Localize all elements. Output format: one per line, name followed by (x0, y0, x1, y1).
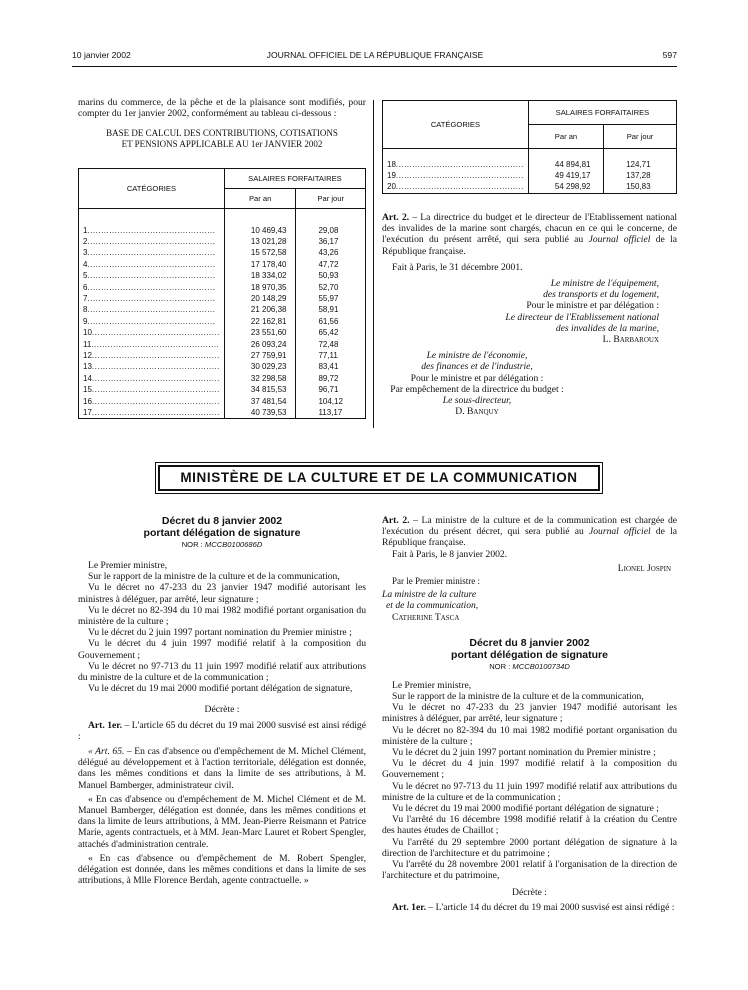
leader-dots: ............................................... (87, 259, 216, 269)
quote-1-text: – En cas d'absence ou d'empêchement de M. Michel Clément, délégué au développement et à l'action territoriale, délégation est donnée, dans les mêmes conditions et dans la limite de ses attributions, à M. Manuel Bamberger, administrateur civil. (78, 746, 366, 791)
table-row (79, 339, 366, 350)
leader-dots: ............................................... (91, 408, 220, 417)
table-row (79, 270, 366, 281)
par-an-cell: 37 481,54 (224, 396, 296, 407)
quote-1-label: « Art. 65. (88, 746, 125, 758)
category-cell (79, 339, 225, 350)
par-jour-cell: 61,56 (296, 316, 366, 327)
sig2-line-c: Pour le ministre et par délégation : (410, 372, 544, 384)
category-number: 11 (83, 339, 92, 349)
decree-1-p3: Vu le décret no 47-233 du 23 janvier 1947 modifié autorisant les ministres à déléguer, par arrêté, leur signature ; (78, 582, 366, 605)
decree-1-p2: Sur le rapport de la ministre de la culture et de la communication, (88, 571, 340, 583)
table-row (79, 396, 366, 407)
category-number: 12 (83, 350, 92, 360)
par-an-cell: 49 419,17 (528, 170, 603, 181)
category-number: 4 (83, 259, 88, 269)
decree-2-p11: Vu l'arrêté du 28 novembre 2001 relatif à l'organisation de la direction de l'architecture et du patrimoine, (382, 859, 677, 882)
decree-2-p10: Vu l'arrêté du 29 septembre 2000 portant délégation de signature à la direction de l'architecture et du patrimoine ; (382, 836, 677, 859)
table-title (78, 128, 366, 149)
sig1-line-a: Le ministre de l'équipement, (550, 278, 659, 290)
leader-dots: ............................................... (87, 305, 216, 315)
col-header-par-jour-right: Par jour (604, 125, 677, 149)
par-an-cell: 34 815,53 (224, 384, 296, 395)
table-row (79, 327, 366, 338)
category-cell (79, 396, 225, 407)
decree-1 (78, 515, 366, 886)
category-number: 5 (83, 271, 88, 281)
category-cell (79, 350, 225, 361)
decree-2 (382, 637, 677, 913)
decree-1-art2 (382, 515, 677, 549)
table-row (79, 407, 366, 419)
signature-block-1 (382, 278, 677, 345)
decree-1-title-1: Décret du 8 janvier 2002 (161, 515, 283, 527)
category-cell (79, 236, 225, 247)
nor-label-2: NOR : (489, 661, 513, 671)
category-cell (383, 181, 529, 193)
art2-paragraph (382, 212, 677, 257)
nor-code: MCCB0100686D (204, 540, 263, 549)
category-number: 10 (83, 328, 92, 338)
par-jour-cell: 52,70 (296, 282, 366, 293)
leader-dots: ............................................... (87, 271, 216, 281)
category-number: 8 (83, 305, 88, 315)
table-row (79, 373, 366, 384)
decree-2-art1-text: – L'article 14 du décret du 19 mai 2000 susvisé est ainsi rédigé : (426, 901, 675, 913)
decree-1-p4: Vu le décret no 82-394 du 10 mai 1982 modifié portant organisation du ministère de la culture ; (78, 604, 366, 628)
category-cell (79, 247, 225, 258)
par-jour-cell: 55,97 (296, 293, 366, 304)
col-header-par-jour: Par jour (296, 189, 366, 209)
category-number: 20 (387, 182, 396, 192)
decree-1-par: Par le Premier ministre : (392, 576, 480, 587)
leader-dots: ............................................... (87, 282, 216, 292)
sig2-name: D. Banquy (455, 406, 499, 418)
table-row (79, 247, 366, 258)
table-row (79, 350, 366, 361)
category-number: 17 (83, 408, 92, 417)
par-an-cell: 40 739,53 (224, 407, 296, 419)
nor-code-2: MCCB0100734D (512, 661, 570, 671)
category-number: 3 (83, 248, 88, 258)
decree-1-nor (78, 539, 366, 550)
decree-1-continued (382, 515, 677, 913)
column-divider (373, 100, 374, 428)
art1-text: – L'article 65 du décret du 19 mai 2000 susvisé est ainsi rédigé : (78, 719, 366, 742)
decree-1-fait: Fait à Paris, le 8 janvier 2002. (392, 548, 508, 560)
sig2-line-b: des finances et de l'industrie, (421, 361, 533, 373)
category-cell (79, 282, 225, 293)
category-number: 18 (387, 159, 396, 169)
art2-label: Art. 2. (382, 212, 410, 223)
sig1-line-b: des transports et du logement, (543, 289, 659, 301)
sig1-line-c: Pour le ministre et par délégation : (526, 300, 659, 312)
par-an-cell: 54 298,92 (528, 181, 603, 193)
category-cell (79, 407, 225, 419)
decree-1-art2-label: Art. 2. (382, 515, 410, 526)
par-an-cell: 21 206,38 (224, 304, 296, 315)
par-jour-cell: 36,17 (296, 236, 366, 247)
decree-2-p9: Vu l'arrêté du 16 décembre 1998 modifié relatif à la création du Centre des hautes études de Chaillot ; (382, 814, 677, 837)
category-number: 9 (83, 316, 88, 326)
sig1-name: L. Barbaroux (602, 334, 659, 346)
table-row (383, 181, 677, 193)
leader-dots: ............................................... (91, 339, 220, 349)
par-jour-cell: 58,91 (296, 304, 366, 315)
table-row (79, 225, 366, 236)
category-cell (383, 159, 529, 170)
decree-2-p1: Le Premier ministre, (392, 679, 472, 691)
par-jour-cell: 137,28 (604, 170, 677, 181)
leader-dots: ............................................... (87, 236, 216, 246)
art1-label: Art. 1er. (88, 719, 123, 731)
leader-dots: ............................................... (87, 316, 216, 326)
par-jour-cell: 124,71 (604, 159, 677, 170)
table-row (79, 282, 366, 293)
header-page-number: 597 (662, 50, 677, 60)
sig2-line-d: Par empêchement de la directrice du budget : (390, 383, 564, 395)
par-jour-cell: 29,08 (296, 225, 366, 236)
table-row (383, 170, 677, 181)
col-header-salaires-right: SALAIRES FORFAITAIRES (528, 101, 676, 125)
col-header-salaires: SALAIRES FORFAITAIRES (224, 169, 365, 189)
table-row (79, 304, 366, 315)
par-an-cell: 10 469,43 (224, 225, 296, 236)
decree-2-nor (382, 661, 677, 672)
category-cell (79, 373, 225, 384)
decree-2-art1-label: Art. 1er. (392, 901, 427, 913)
par-an-cell: 18 334,02 (224, 270, 296, 281)
category-cell (79, 316, 225, 327)
table-row (79, 293, 366, 304)
category-cell (79, 259, 225, 270)
leader-dots: ............................................... (91, 373, 220, 383)
sig1-line-e: des invalides de la marine, (555, 322, 659, 334)
par-jour-cell: 72,48 (296, 339, 366, 350)
par-jour-cell: 47,72 (296, 259, 366, 270)
journal-officiel-ref: Journal officiel (588, 234, 651, 246)
nor-label: NOR : (181, 540, 205, 549)
category-number: 16 (83, 396, 92, 406)
par-jour-cell: 43,26 (296, 247, 366, 258)
fait-a-paris-1: Fait à Paris, le 31 décembre 2001. (392, 261, 523, 273)
category-number: 2 (83, 236, 88, 246)
table-row (79, 236, 366, 247)
par-an-cell: 22 162,81 (224, 316, 296, 327)
par-an-cell: 20 148,29 (224, 293, 296, 304)
leader-dots: ............................................... (87, 248, 216, 258)
par-jour-cell: 96,71 (296, 384, 366, 395)
table-row (79, 384, 366, 395)
table-row (383, 159, 677, 170)
category-number: 6 (83, 282, 88, 292)
art2-text: – La directrice du budget et le directeur de l'Etablissement national des invalides de la marine sont chargés, chacun en ce qui le concerne, de l'exécution du présent arrêté, qui sera publié au (382, 212, 678, 246)
col-header-par-an-right: Par an (528, 125, 603, 149)
decree-2-p5: Vu le décret du 2 juin 1997 portant nomination du Premier ministre ; (392, 747, 656, 759)
decree-2-p8: Vu le décret du 19 mai 2000 modifié portant délégation de signature ; (392, 803, 659, 815)
decree-1-min-a: La ministre de la culture (382, 589, 477, 601)
category-cell (383, 170, 529, 181)
par-an-cell: 13 021,28 (224, 236, 296, 247)
decree-2-p4: Vu le décret no 82-394 du 10 mai 1982 modifié portant organisation du ministère de la culture ; (382, 724, 677, 747)
par-jour-cell: 83,41 (296, 361, 366, 372)
sig2-line-e: Le sous-directeur, (442, 395, 512, 407)
par-an-cell: 18 970,35 (224, 282, 296, 293)
decree-2-p2: Sur le rapport de la ministre de la culture et de la communication, (392, 691, 644, 703)
header-date: 10 janvier 2002 (72, 50, 131, 60)
category-cell (79, 270, 225, 281)
signature-block-2 (382, 350, 572, 417)
col-header-categories-right: CATÉGORIES (383, 101, 529, 149)
decree-1-p7: Vu le décret no 97-713 du 11 juin 1997 modifié relatif aux attributions du ministre de la culture et de la communication ; (78, 660, 366, 684)
par-an-cell: 23 551,60 (224, 327, 296, 338)
par-an-cell: 30 029,23 (224, 361, 296, 372)
category-cell (79, 327, 225, 338)
decree-1-quote-3: « En cas d'absence ou d'empêchement de M. Robert Spengler, délégation est donnée, dans les mêmes conditions et dans la limite de ses attributions, à Mlle Florence Berdah, agente contractuelle. » (78, 852, 366, 887)
par-jour-cell: 150,83 (604, 181, 677, 193)
decree-1-p6: Vu le décret du 4 juin 1997 modifié relatif à la composition du Gouvernement ; (78, 638, 366, 661)
decree-1-art1 (78, 720, 366, 742)
par-jour-cell: 50,93 (296, 270, 366, 281)
decree-1-quote-1 (78, 746, 366, 791)
table-row (79, 316, 366, 327)
decree-1-art2-text: – La ministre de la culture et de la communication est chargée de l'exécution du présent décret, qui sera publié au (382, 515, 678, 538)
decree-2-decrete: Décrète : (512, 887, 547, 899)
par-jour-cell: 113,17 (296, 407, 366, 419)
decree-1-art2-end: de la République française. (382, 526, 677, 549)
category-cell (79, 293, 225, 304)
decree-1-min-b: et de la communication, (386, 600, 479, 612)
category-number: 1 (83, 225, 88, 235)
table-row (79, 361, 366, 372)
decree-1-p1: Le Premier ministre, (88, 560, 168, 571)
par-an-cell: 17 178,40 (224, 259, 296, 270)
decree-1-decrete: Décrète : (204, 704, 240, 716)
leader-dots: ............................................... (87, 293, 216, 303)
header-journal-title: JOURNAL OFFICIEL DE LA RÉPUBLIQUE FRANÇAISE (266, 50, 484, 60)
category-number: 7 (83, 293, 88, 303)
leader-dots: ............................................... (395, 159, 524, 169)
category-number: 13 (83, 362, 92, 372)
art2-end: de la République française. (382, 234, 678, 257)
decree-2-p6: Vu le décret du 4 juin 1997 modifié relatif à la composition du Gouvernement ; (382, 758, 677, 781)
category-number: 19 (387, 170, 396, 180)
category-number: 14 (83, 373, 92, 383)
ministry-banner: MINISTÈRE DE LA CULTURE ET DE LA COMMUNICATION (158, 465, 600, 491)
par-jour-cell: 89,72 (296, 373, 366, 384)
leader-dots: ............................................... (395, 170, 524, 180)
sig2-line-a: Le ministre de l'économie, (426, 350, 528, 362)
leader-dots: ............................................... (91, 362, 220, 372)
category-cell (79, 225, 225, 236)
decree-2-p7: Vu le décret no 97-713 du 11 juin 1997 modifié relatif aux attributions du ministre de la culture et de la communication ; (382, 780, 677, 803)
left-top-column (78, 97, 366, 149)
leader-dots: ............................................... (87, 225, 216, 235)
category-number: 15 (83, 385, 92, 395)
col-header-par-an: Par an (224, 189, 296, 209)
leader-dots: ............................................... (91, 350, 220, 360)
par-an-cell: 27 759,91 (224, 350, 296, 361)
sig1-line-d: Le directeur de l'Etablissement national (505, 311, 659, 323)
decree-1-pm-name: Lionel Jospin (617, 562, 671, 574)
decree-1-title-2: portant délégation de signature (143, 527, 301, 539)
right-top-column (382, 212, 677, 417)
category-cell (79, 384, 225, 395)
par-an-cell: 15 572,58 (224, 247, 296, 258)
par-an-cell: 44 894,81 (528, 159, 603, 170)
table-title-line-2: ET PENSIONS APPLICABLE AU 1er JANVIER 2002 (121, 138, 323, 149)
par-jour-cell: 77,11 (296, 350, 366, 361)
decree-1-min-name: Catherine Tasca (392, 611, 460, 623)
leader-dots: ............................................... (91, 385, 220, 395)
decree-2-title-1: Décret du 8 janvier 2002 (469, 636, 590, 649)
par-an-cell: 26 093,24 (224, 339, 296, 350)
category-cell (79, 361, 225, 372)
par-jour-cell: 65,42 (296, 327, 366, 338)
leader-dots: ............................................... (395, 182, 524, 192)
decree-1-p8: Vu le décret du 19 mai 2000 modifié portant délégation de signature, (88, 683, 353, 695)
table-row (79, 259, 366, 270)
col-header-categories: CATÉGORIES (79, 169, 225, 209)
salary-table-left (78, 168, 366, 419)
decree-2-title-2: portant délégation de signature (451, 648, 608, 661)
decree-1-quote-2: « En cas d'absence ou d'empêchement de M. Michel Clément et de M. Manuel Bamberger, délégation est donnée, dans les mêmes conditions et dans la limite de leurs attributions, à MM. Jean-Pierre Reismann et Patrice Marie, agents contractuels, et à MM. Jean-Marc Lauret et Robert Spengler, attachés d'administration centrale. (78, 793, 366, 850)
decree-2-art1 (382, 902, 677, 913)
header-rule (72, 66, 677, 67)
par-an-cell: 32 298,58 (224, 373, 296, 384)
decree-1-p5: Vu le décret du 2 juin 1997 portant nomination du Premier ministre ; (88, 627, 352, 639)
decree-1-jo: Journal officiel (588, 526, 651, 538)
salary-table-right (382, 100, 677, 194)
table-title-line-1: BASE DE CALCUL DES CONTRIBUTIONS, COTISATIONS (106, 128, 338, 139)
category-cell (79, 304, 225, 315)
leader-dots: ............................................... (91, 328, 220, 338)
par-jour-cell: 104,12 (296, 396, 366, 407)
decree-2-p3: Vu le décret no 47-233 du 23 janvier 1947 modifié autorisant les ministres à déléguer, par arrêté, leur signature ; (382, 702, 677, 725)
leader-dots: ............................................... (91, 396, 220, 406)
intro-paragraph: marins du commerce, de la pêche et de la plaisance sont modifiés, pour compter du 1er janvier 2002, conformément au tableau ci-dessous : (78, 97, 366, 120)
